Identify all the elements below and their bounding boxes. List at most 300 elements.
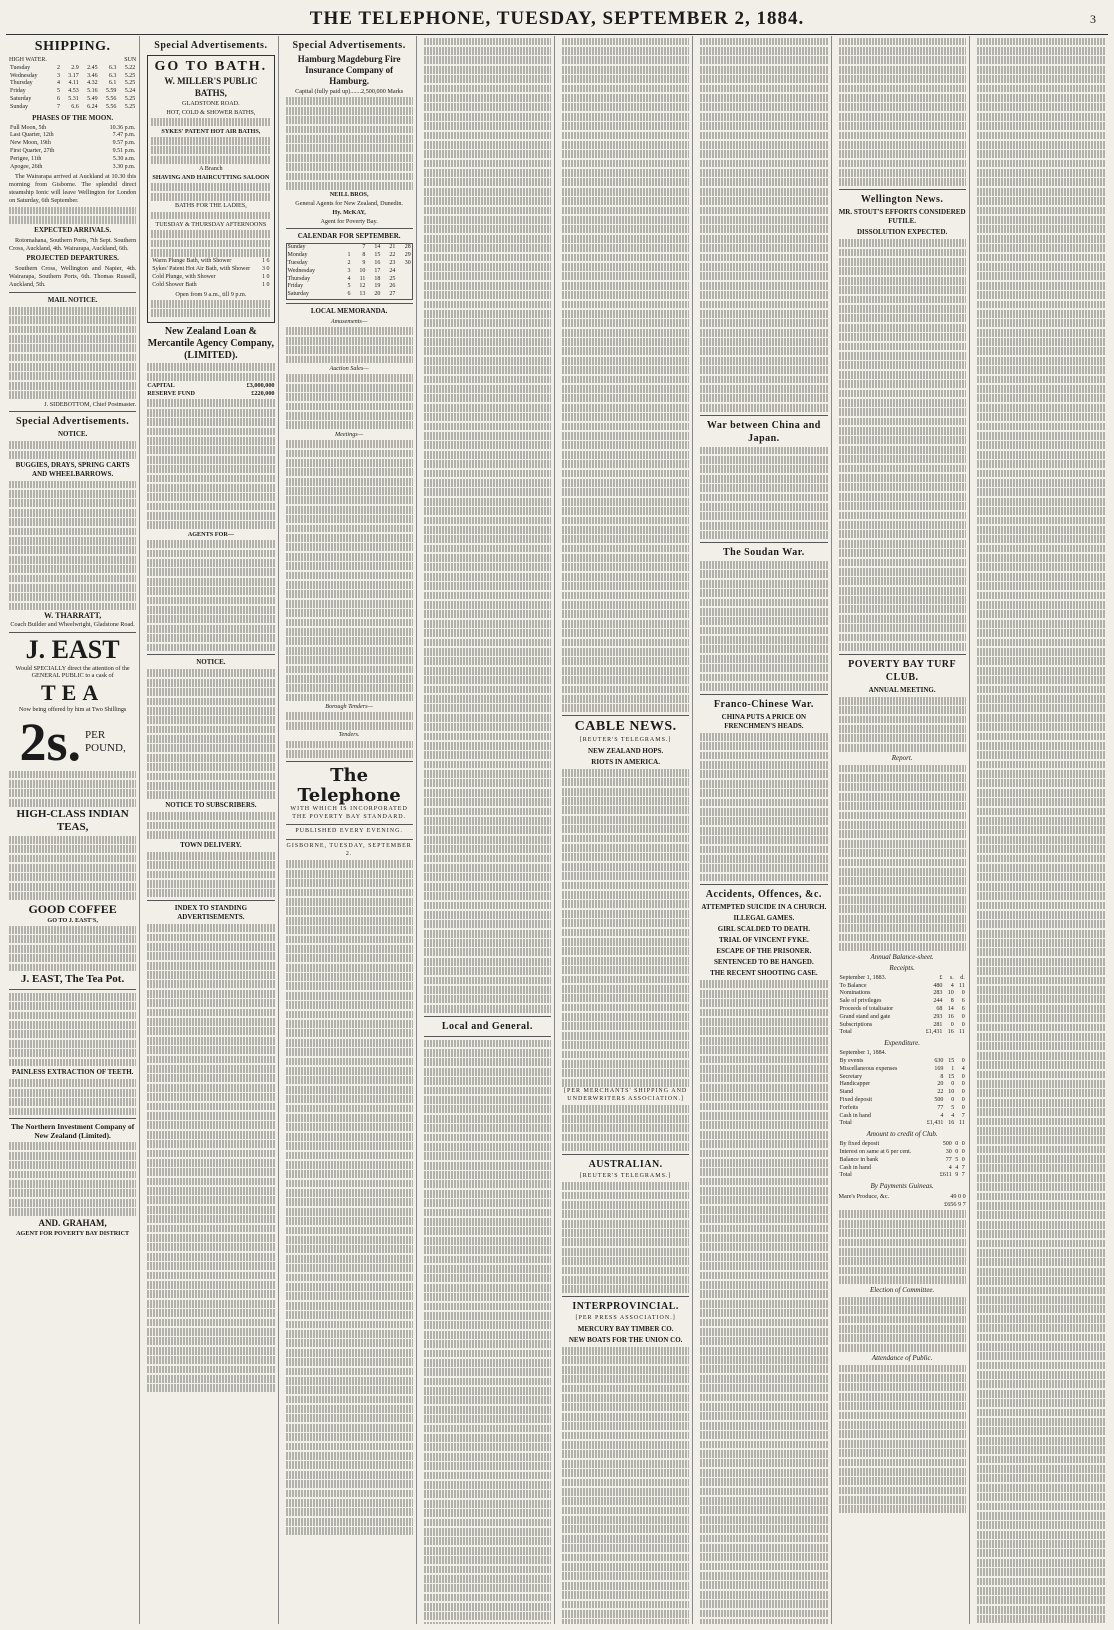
calendar-row [286,268,412,276]
cable-header: CABLE NEWS. [574,719,677,735]
tenders: Tenders. [338,731,360,739]
credit-row-cell: By fixed deposit [839,1141,880,1148]
receipt-row-cell: Total [839,1029,852,1036]
receipt-row-cell: 0 [961,1021,965,1028]
tide-row-cell: Tuesday [10,64,31,71]
calendar-row-cell: 21 [389,244,396,251]
calendar-table [286,243,413,300]
calendar-row-cell: 23 [389,260,396,267]
payments-guineas: By Payments Guineas. [870,1182,934,1191]
graham-sub: AGENT FOR POVERTY BAY DISTRICT [16,1229,130,1237]
expenditure-row-cell: By events [839,1057,864,1064]
tide-header-right: SUN [124,57,137,63]
expenditure-row-cell: 15 [948,1073,955,1080]
credit-row-cell: 7 [961,1164,965,1171]
meetings: Meetings— [335,430,364,438]
tide-row-cell: 4.11 [68,80,79,87]
tide-row-cell: 7 [56,103,60,110]
expenditure-row-cell: 7 [961,1112,965,1119]
credit-row-cell: Cash in hand [839,1164,871,1171]
expenditure-row [839,1081,966,1089]
price-row-cell: Sykes' Patent Hot Air Bath, with Shower [152,266,251,273]
sykes-header: SYKES' PATENT HOT AIR BATHS, [161,127,261,135]
receipt-row [839,1029,966,1037]
price-row-cell: Warm Plunge Bath, with Shower [152,258,232,265]
calendar-row-cell: Saturday [287,291,309,298]
index-header: INDEX TO STANDING ADVERTISEMENTS. [174,904,248,922]
expenditure-row-cell: 0 [961,1057,965,1064]
credit-row-cell: Interest on same at 6 per cent. [839,1148,912,1155]
expenditure-row-cell: Forfeits [839,1104,859,1111]
calendar-row-cell: 6 [347,291,351,298]
expenditure-row-cell: Miscellaneous expenses [839,1065,898,1072]
expenditure-row-cell: Fixed deposit [839,1096,872,1103]
moon-row-cell: 7.47 p.m. [112,132,136,139]
tide-row-cell: 5.56 [105,103,117,110]
receipt-row-cell: 14 [947,1006,954,1012]
new-boats: NEW BOATS FOR THE UNION CO. [568,1336,683,1345]
mares-value: 49 0 0 [950,1193,966,1201]
franco-sub: CHINA PUTS A PRICE ON FRENCHMEN'S HEADS. [721,712,807,730]
tide-row-cell: 5.22 [124,64,136,71]
expenditure-row-cell: 8 [940,1073,944,1080]
capital-value: £3,000,000 [246,382,275,390]
calendar-row-cell: 15 [374,252,381,259]
open-hours: Open from 9 a.m., till 9 p.m. [175,290,247,298]
price-row [151,258,270,266]
tide-row-cell: 5.31 [68,95,79,102]
column-5 [559,36,693,1624]
col2-notice-header: NOTICE. [196,658,226,667]
ladies-header: BATHS FOR THE LADIES, [175,202,247,210]
tide-row [9,65,136,73]
moon-row-cell: First Quarter, 27th [10,147,55,154]
credit-row [839,1165,966,1173]
moon-row-cell: 10.36 p.m. [109,124,136,131]
credit-row-cell: 7 [961,1172,965,1179]
expenditure-row-cell: 22 [937,1089,944,1096]
receipt-row-cell: Proceeds of totalisator [839,1006,894,1012]
column-8 [974,36,1108,1624]
tea-sub: Now being offered by him at Two Shillings [18,706,127,714]
tharratt-sub: Coach Builder and Wheelwright, Gladstone Road. [10,620,135,628]
receipt-row-cell: 0 [950,1021,954,1028]
east-name: J. EAST [25,634,120,664]
calendar-row-cell: 28 [404,244,411,251]
expenditure-row-cell: 16 [948,1120,955,1127]
col1-notice-header: NOTICE. [57,430,88,439]
moon-table [9,125,136,172]
mercury-bay: MERCURY BAY TIMBER CO. [577,1325,674,1334]
column-4 [421,36,555,1624]
tide-row [9,96,136,104]
expenditure-row-cell: 500 [934,1096,944,1103]
receipt-row-cell: £ [939,974,943,981]
tide-row-cell: Friday [10,88,26,95]
expenditure-table [839,1050,966,1128]
report: Report. [891,753,913,762]
calendar-row-cell [396,291,412,299]
receipt-row [839,998,966,1006]
hamburg-capital: Capital (fully paid up).......2,500,000 Marks [295,88,404,95]
tide-row [9,73,136,81]
credit-row [839,1172,966,1180]
reuters-1: [REUTER'S TELEGRAMS.] [579,737,672,744]
receipt-row-cell: Sale of privileges [839,998,882,1005]
coffee-head: GOOD COFFEE [28,901,117,916]
calendar-row-cell: Thursday [287,275,311,282]
mares-row [839,1193,966,1201]
calendar-row-cell [396,276,412,284]
credit-row-cell: Total [839,1172,852,1179]
projected-text: Southern Cross, Wellington and Napier, 4th. Wairarapa, Southern Ports, 6th. Thomas Russell, Auckland, 5th. [9,265,137,288]
shaving-header: SHAVING AND HAIRCUTTING SALOON [152,173,270,181]
illegal-games: ILLEGAL GAMES. [733,914,795,923]
attempted-suicide: ATTEMPTED SUICIDE IN A CHURCH. [701,903,827,912]
expenditure-row-cell: 15 [948,1057,955,1064]
expenditure-row [839,1113,966,1121]
tharratt-name: W. THARRATT, [43,611,102,621]
tide-row-cell: Sunday [10,103,28,110]
receipts-table [839,975,966,1037]
receipt-row-cell: 293 [933,1013,943,1020]
price-row [151,274,270,282]
calendar-row-cell: 10 [359,267,366,274]
balance-sheet: Annual Balance-sheet. [870,952,934,961]
tide-row-cell: 5.24 [124,88,136,95]
tide-row-cell: 2.45 [87,64,98,71]
calendar-row-cell: 17 [374,267,381,274]
expenditure-row-cell: Cash in hand [839,1112,871,1119]
moon-row-cell: Perigee, 11th [10,155,42,162]
receipt-row-cell: Grand stand and gate [839,1013,891,1020]
credit-row-cell: 0 [955,1141,959,1148]
girl-scalded: GIRL SCALDED TO DEATH. [717,925,810,934]
agents-for: AGENTS FOR— [187,530,234,538]
expenditure-row-cell: 10 [948,1089,955,1096]
tide-row [9,80,136,88]
tide-row-cell: 3 [56,72,60,79]
column-1 [6,36,140,1624]
tide-row-cell: 5.49 [87,95,98,102]
tide-header [9,57,136,65]
election: Election of Committee. [869,1285,935,1294]
price-big: 2s. [19,712,82,773]
moon-row-cell: Apogee, 26th [10,163,43,170]
tide-row-cell: 3.17 [68,72,79,79]
price-row-cell: 1 6 [262,258,270,265]
receipt-row-cell: 0 [961,990,965,997]
reserve-value: £220,000 [251,389,275,397]
tide-row-cell: 2.9 [71,64,79,71]
miller-sub: HOT, COLD & SHOWER BATHS, [166,108,256,116]
expected-text: Rotomahana, Southern Ports, 7th Sept. Southern Cross, Auckland, 4th. Wairarapa, Auckland, 6th. [9,236,137,252]
buggies-header: BUGGIES, DRAYS, SPRING CARTS AND WHEELBARROWS. [15,460,130,478]
nz-hops: NEW ZEALAND HOPS. [588,746,664,755]
interprovincial-header: INTERPROVINCIAL. [572,1301,679,1313]
calendar-row-cell: 18 [374,275,381,282]
war-header: War between China and Japan. [706,419,821,444]
receipt-row-cell: 11 [958,1029,965,1036]
bath-prices-table [151,258,270,289]
expenditure-row-cell: Stand [839,1089,854,1096]
calendar-row-cell: 19 [374,283,381,290]
expenditure-row [839,1105,966,1113]
turf-club: POVERTY BAY TURF CLUB. [848,658,957,683]
receipt-row-cell: 10 [947,990,954,997]
expenditure-row-cell: 0 [951,1081,955,1088]
column-2 [144,36,278,1624]
expenditure-row-cell: 20 [937,1081,944,1088]
price-pound: POUND, [85,742,126,755]
expenditure-row-cell: September 1, 1884. [839,1050,887,1057]
shooting-case: THE RECENT SHOOTING CASE. [710,969,818,978]
tide-table [9,65,136,112]
reserve-row [147,390,274,398]
tide-header-left: HIGH WATER. [9,57,47,63]
tide-row-cell: 4.32 [87,80,98,87]
tide-row-cell: 5.16 [87,88,98,95]
receipt-row [839,975,966,983]
credit-row [839,1157,966,1165]
tide-row-cell: 5.25 [124,103,136,110]
moon-row-cell: 9.57 p.m. [112,140,136,147]
expenditure-row [839,1074,966,1082]
credit-row-cell: 9 [955,1172,959,1179]
moon-row-cell: 5.30 a.m. [112,155,136,162]
calendar-row-cell: 3 [347,267,351,274]
calendar-row-cell: Monday [287,252,308,259]
credit-row-cell: 500 [942,1141,952,1148]
expenditure-row [839,1050,966,1058]
receipt-row-cell: £1,431 [925,1029,943,1036]
calendar-row-cell: 4 [347,275,351,282]
calendar-row [286,260,412,268]
notice-subscribers: NOTICE TO SUBSCRIBERS. [165,801,257,810]
col3-special-header: Special Advertisements. [292,40,406,51]
expenditure-row-cell [955,1050,966,1058]
receipt-row-cell: s. [949,974,954,981]
tide-row [9,104,136,112]
credit-row-cell: 5 [955,1156,959,1163]
receipt-row [839,1022,966,1030]
branch-header: A Branch [199,165,223,173]
hamburg-header: Hamburg Magdeburg Fire Insurance Company of Hamburg. [297,54,401,86]
column-6 [697,36,831,1624]
moon-row [9,156,136,164]
receipt-row-cell: Nominations [839,990,871,997]
escape: ESCAPE OF THE PRISONER. [716,947,812,956]
expenditure-row-cell: 77 [937,1104,944,1111]
credit-row-cell: 0 [961,1148,965,1155]
receipt-row-cell: 6 [961,1006,965,1012]
neill-sub: General Agents for New Zealand, Dunedin. [295,200,403,208]
expenditure-row-cell: Secretary [839,1073,863,1080]
receipt-row [839,983,966,991]
credit-table [839,1141,966,1180]
coffee-sub: GO TO J. EAST'S, [47,916,98,924]
expenditure-row [839,1089,966,1097]
calendar-row-cell: 14 [374,244,381,251]
tide-row-cell: Saturday [10,95,32,102]
accidents-header: Accidents, Offences, &c. [705,889,822,901]
tide-row-cell: 5.59 [105,88,117,95]
calendar-row [286,276,412,284]
moon-row [9,125,136,133]
receipt-row-cell: 16 [947,1013,954,1020]
calendar-row-cell: Sunday [287,244,306,251]
amusements: Amusements— [330,318,368,326]
capital-row [147,382,274,390]
receipt-row-cell: 16 [947,1029,954,1036]
price-block [9,712,136,773]
calendar-row-cell: 2 [347,260,351,267]
receipt-row-cell: September 1, 1883. [839,974,887,981]
price-row-cell: 1 0 [262,281,270,288]
moon-header: PHASES OF THE MOON. [32,113,114,122]
price-row-cell: 1 0 [262,274,270,281]
tide-row-cell: 5.25 [124,72,136,79]
price-row-cell: Cold Plunge, with Shower [152,274,216,281]
expenditure-row [839,1120,966,1128]
expenditure-row-cell: 4 [940,1112,944,1119]
expenditure-row-cell: 169 [934,1065,944,1072]
graham-name: AND. GRAHAM, [38,1217,107,1228]
moon-row-cell: 3.30 p.m. [112,163,136,170]
tide-row [9,88,136,96]
mares-produce: Mare's Produce, &c. [838,1193,890,1201]
page-number: 3 [1090,12,1096,26]
calendar-row [286,283,412,291]
calendar-header: CALENDAR FOR SEPTEMBER. [297,232,401,241]
capital-label: CAPITAL [147,382,175,390]
expenditure-row-cell: Handicapper [839,1081,871,1088]
merchants: [PER MERCHANTS' SHIPPING AND UNDERWRITERS ASSOCIATION.] [563,1088,688,1102]
tide-row-cell: 5.56 [105,95,117,102]
calendar-row-cell: 8 [362,252,366,259]
local-general-header: Local and General. [441,1020,533,1032]
masthead-rule [6,34,1108,35]
miller-road: GLADSTONE ROAD. [182,100,240,107]
expenditure-row-cell: Total [839,1120,852,1127]
auction-sales: Auction Sales— [329,365,369,373]
credit-row-cell: 30 [945,1148,952,1155]
price-per: PER [85,729,106,742]
receipt-row-cell: 11 [958,982,965,989]
price-row [151,282,270,290]
calendar-row-cell: 11 [359,275,366,282]
moon-row [9,148,136,156]
receipt-row-cell: 4 [950,982,954,989]
expenditure-row-cell: 0 [961,1096,965,1103]
calendar-row-cell: 13 [359,291,366,298]
dateline: GISBORNE, TUESDAY, SEPTEMBER 2. [286,843,412,858]
moon-row-cell: Full Moon, 5th [10,124,47,131]
guineas-total: £656 9 7 [944,1200,966,1208]
franco-header: Franco-Chinese War. [713,698,814,710]
calendar-row-cell: Wednesday [287,267,316,274]
expenditure-row-cell: 0 [951,1096,955,1103]
soudan-header: The Soudan War. [723,546,805,558]
tide-row-cell: 5.25 [124,95,136,102]
moon-row [9,164,136,172]
expenditure-row [839,1066,966,1074]
mail-signature: J. SIDEBOTTOM, Chief Postmaster. [44,400,137,408]
sentenced: SENTENCED TO BE HANGED. [714,958,814,967]
stout-efforts: MR. STOUT'S EFFORTS CONSIDERED FUTILE. [838,208,966,226]
moon-row [9,132,136,140]
miller-baths-ad [147,55,274,323]
trial-fyke: TRIAL OF VINCENT FYKE. [719,936,809,945]
mckay: Hy. McKAY, [332,208,366,216]
attendance: Attendance of Public. [871,1353,933,1362]
calendar-row-cell: 24 [389,267,396,274]
tide-row-cell: 6 [56,95,60,102]
receipt-row [839,1014,966,1022]
price-row [151,266,270,274]
tea-word: TEA [41,680,105,706]
calendar-row [286,244,412,252]
calendar-row-cell: 20 [374,291,381,298]
expenditure-row-cell [919,1050,944,1058]
calendar-row-cell [396,283,412,291]
col1-special-header: Special Advertisements. [16,416,130,428]
credit-row-cell: 0 [961,1156,965,1163]
receipt-row-cell: 480 [933,982,943,989]
tide-row-cell: 6.24 [87,103,98,110]
local-memo-header: LOCAL MEMORANDA. [310,307,388,316]
calendar-row [286,252,412,260]
expenditure-row-cell: 4 [961,1065,965,1072]
moon-row-cell: New Moon, 19th [10,140,51,147]
credit-row-cell: 4 [948,1164,952,1171]
credit-row-cell: 0 [955,1148,959,1155]
miller-baths: W. MILLER'S PUBLIC BATHS, [164,76,258,98]
calendar-row-cell: 7 [362,244,366,251]
expenditure-row-cell: 0 [961,1104,965,1111]
calendar-row-cell: 12 [359,283,366,290]
calendar-row-cell: 22 [389,252,396,259]
expenditure-row-cell: 0 [961,1081,965,1088]
column-7 [836,36,970,1624]
tide-row-cell: 5 [56,88,60,95]
shipping-header: SHIPPING. [34,39,111,54]
east-tea-pot: J. EAST, The Tea Pot. [21,972,125,985]
expected-header: EXPECTED ARRIVALS. [34,225,112,234]
credit-row-cell: 0 [961,1141,965,1148]
tide-row-cell: 3.46 [87,72,98,79]
calendar-row-cell [396,268,412,276]
nz-loan-header: New Zealand Loan & Mercantile Agency Company, (LIMITED). [147,325,274,361]
moon-row-cell: 9.51 p.m. [112,147,136,154]
tide-row-cell: 4 [56,80,60,87]
expenditure-row-cell: 5 [951,1104,955,1111]
goto-bath: GO TO BATH. [154,59,268,74]
calendar-row-cell: 9 [362,260,366,267]
tide-row-cell: 2 [56,64,60,71]
price-row-cell: 3 0 [262,266,270,273]
expenditure-row-cell [944,1050,955,1058]
expenditure-row [839,1097,966,1105]
expenditure-row-cell: 11 [958,1120,965,1127]
receipt-row-cell: 6 [961,998,965,1005]
expenditure-row-cell: £1,431 [926,1120,944,1127]
wellington-news: Wellington News. [860,194,944,206]
masthead-title: THE TELEPHONE, TUESDAY, SEPTEMBER 2, 1884. [309,8,805,29]
expenditure-row-cell: 0 [961,1089,965,1096]
calendar-row-cell: 25 [389,275,396,282]
expenditure-row-cell: 0 [961,1073,965,1080]
